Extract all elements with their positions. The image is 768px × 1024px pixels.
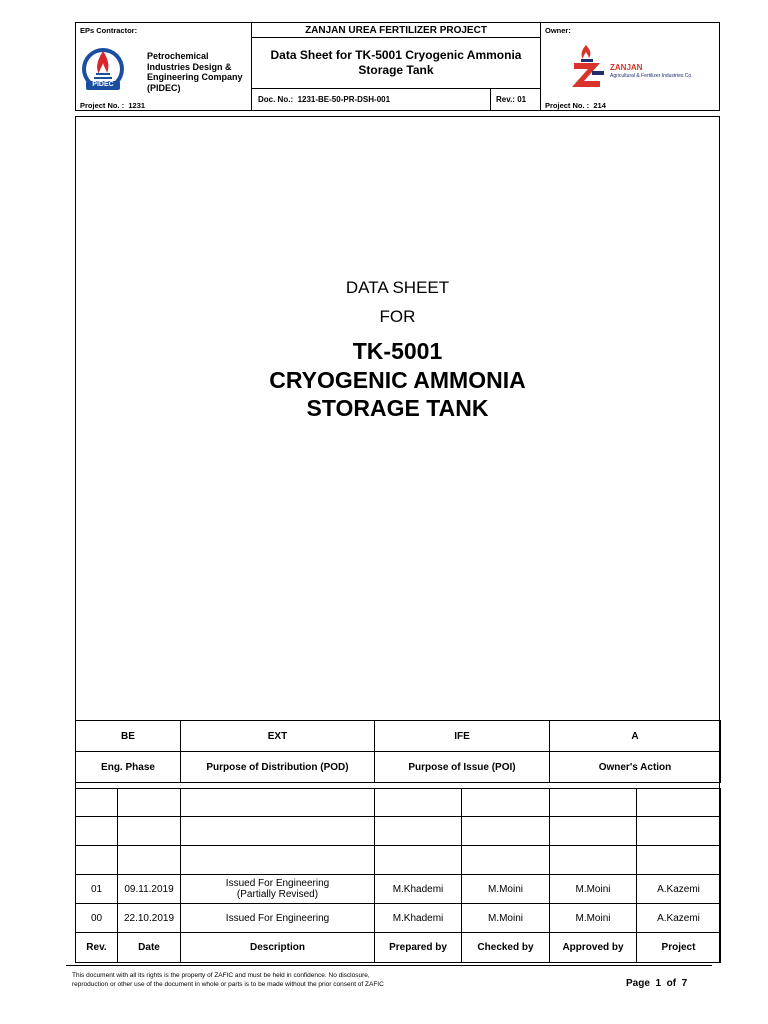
revision-number: Rev.: 01	[496, 95, 527, 104]
owner-action-label: Owner's Action	[550, 752, 721, 783]
cover-tag-number: TK-5001	[352, 338, 443, 364]
pidec-logo-text: PIDEC	[92, 81, 114, 88]
owner-action-code: A	[550, 721, 721, 752]
pod-code: EXT	[181, 721, 375, 752]
contractor-label: EPs Contractor:	[80, 26, 138, 35]
contractor-name: Petrochemical Industries Design & Engineering Company (PIDEC)	[147, 51, 243, 93]
contractor-project-no: Project No. : 1231	[80, 101, 146, 110]
revision-row-01: 01 09.11.2019 Issued For Engineering (Partially Revised) M.Khademi M.Moini M.Moini A.Kazemi	[76, 875, 721, 904]
cover-line-for: FOR	[379, 307, 416, 326]
page-number: Page 1 of 7	[626, 978, 688, 989]
eng-phase-code: BE	[76, 721, 181, 752]
confidentiality-note: This document with all its rights is the property of ZAFIC and must be held in confidence. No disclosure, reproduction or other use of the document in whole or parts is to be made without the prior consent of ZAFIC	[72, 972, 384, 988]
document-title: Data Sheet for TK-5001 Cryogenic Ammonia Storage Tank	[270, 48, 522, 77]
table-row	[76, 846, 721, 875]
cover-line-data-sheet: DATA SHEET	[345, 278, 450, 297]
poi-code: IFE	[375, 721, 550, 752]
table-row	[76, 789, 721, 817]
revision-table	[75, 788, 721, 963]
footer-divider	[66, 965, 712, 966]
status-labels-row	[76, 752, 721, 783]
owner-label: Owner:	[545, 26, 571, 35]
zanjan-logo-name: ZANJAN	[610, 63, 643, 72]
title-block-header	[75, 22, 720, 111]
zanjan-logo-subtitle: Agricultural & Fertilizer Industries Co.	[610, 73, 693, 79]
status-codes-row	[76, 721, 721, 752]
cover-title-line2: STORAGE TANK	[306, 395, 489, 421]
status-table	[75, 720, 721, 783]
project-title: ZANJAN UREA FERTILIZER PROJECT	[305, 25, 487, 36]
doc-number: Doc. No.: 1231-BE-50-PR-DSH-001	[258, 95, 391, 104]
owner-project-no: Project No. : 214	[545, 101, 606, 110]
table-row	[76, 817, 721, 846]
cover-title-line1: CRYOGENIC AMMONIA	[269, 367, 526, 393]
revision-row-00: 00 22.10.2019 Issued For Engineering M.Khademi M.Moini M.Moini A.Kazemi	[76, 904, 721, 933]
zanjan-logo	[570, 43, 720, 93]
pod-label: Purpose of Distribution (POD)	[181, 752, 375, 783]
revision-header-row: Rev. Date Description Prepared by Checked by Approved by Project	[76, 933, 721, 963]
poi-label: Purpose of Issue (POI)	[375, 752, 550, 783]
eng-phase-label: Eng. Phase	[76, 752, 181, 783]
pidec-logo	[80, 43, 126, 95]
